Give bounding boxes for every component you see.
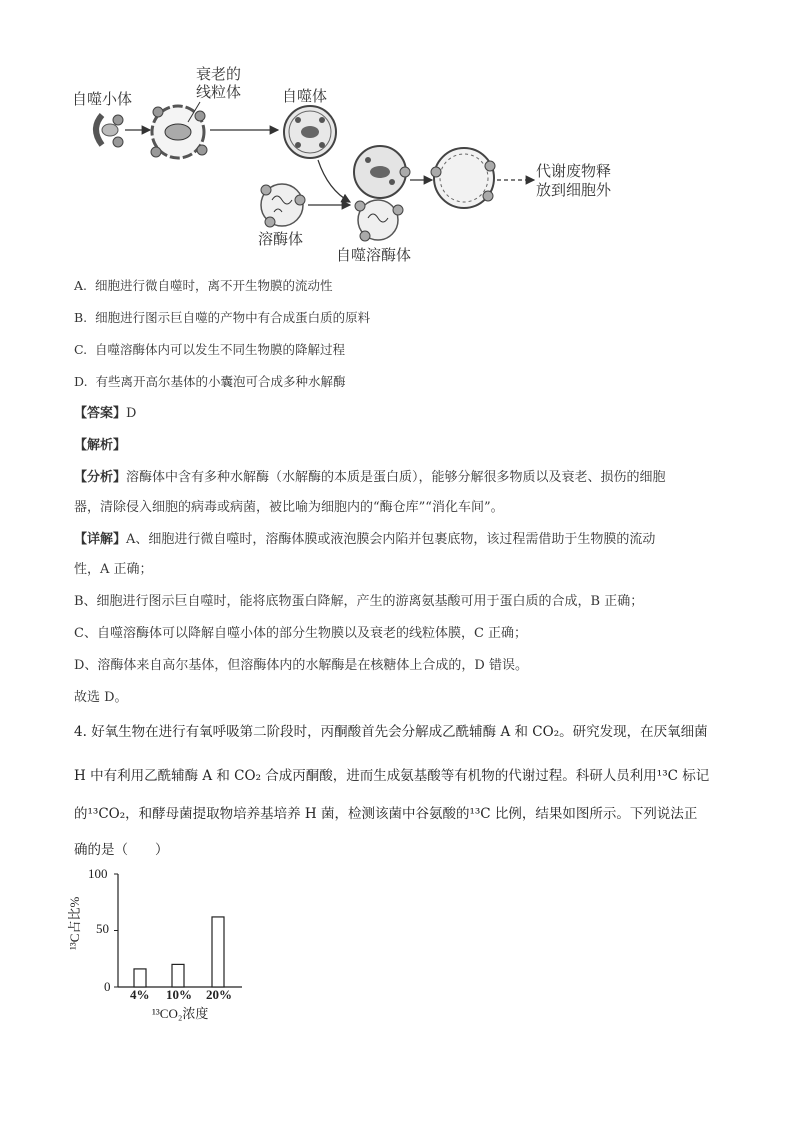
analysis-text1: 溶酶体中含有多种水解酶（水解酶的本质是蛋白质），能够分解很多物质以及衰老、损伤的细胞 (126, 470, 666, 485)
detail-line-b: B、细胞进行图示巨自噬时，能将底物蛋白降解，产生的游离氨基酸可用于蛋白质的合成，B 正确； (74, 594, 644, 609)
detail-a1-text: A、细胞进行微自噬时，溶酶体膜或液泡膜会内陷并包裹底物，该过程需借助于生物膜的流动 (126, 532, 656, 547)
y-axis-label: ¹³C占比% (67, 896, 82, 950)
label-autolysosome: 自噬溶酶体 (336, 246, 412, 264)
question4-line1 (74, 720, 708, 740)
bar-4pct (134, 969, 146, 987)
detail-tag: 【详解】 (74, 532, 127, 547)
x-tick-20pct: 20% (206, 987, 232, 1002)
answer-value: D (126, 406, 137, 421)
option-a[interactable] (74, 276, 332, 294)
bar-20pct (212, 917, 224, 987)
digested-cell-graphic (431, 148, 495, 208)
label-release-line2: 放到细胞外 (536, 181, 612, 199)
analysis-tag: 【分析】 (74, 470, 127, 485)
y-tick-50: 50 (96, 921, 109, 936)
x-tick-4pct: 4% (130, 987, 150, 1002)
y-tick-0: 0 (104, 979, 111, 994)
engulfing-cell-graphic (151, 102, 207, 158)
option-d-letter: D. (74, 374, 88, 389)
question4-text1: 好氧生物在进行有氧呼吸第二阶段时，丙酮酸首先会分解成乙酰辅酶 A 和 CO₂。研究发现，在厌氧细菌 (91, 724, 708, 740)
detail-line-a2: 性，A 正确； (74, 562, 153, 577)
option-d[interactable] (74, 372, 346, 390)
option-b-text: 细胞进行图示巨自噬的产物中有合成蛋白质的原料 (95, 310, 371, 325)
autophagy-diagram (60, 60, 660, 270)
lysosome-graphic (261, 184, 305, 227)
question4-line3: 的¹³CO₂，和酵母菌提取物培养基培养 H 菌，检测该菌中谷氨酸的¹³C 比例，结果如图所示。下列说法正 (74, 806, 698, 822)
x-tick-10pct: 10% (166, 987, 192, 1002)
analysis-line2: 器，清除侵入细胞的病毒或病菌，被比喻为细胞内的“酶仓库”“消化车间”。 (74, 500, 504, 515)
option-b-letter: B. (74, 310, 88, 325)
bar-10pct (172, 964, 184, 987)
question4-line2: H 中有利用乙酰辅酶 A 和 CO₂ 合成丙酮酸，进而生成氨基酸等有机物的代谢过程。科研人员利用¹³C 标记 (74, 768, 710, 784)
detail-line-c: C、自噬溶酶体可以降解自噬小体的部分生物膜以及衰老的线粒体膜，C 正确； (74, 626, 528, 641)
autolysosome-lower-graphic (355, 200, 403, 241)
option-d-text: 有些离开高尔基体的小囊泡可合成多种水解酶 (95, 374, 346, 389)
option-a-text: 细胞进行微自噬时，离不开生物膜的流动性 (94, 278, 333, 293)
question4-number: 4. (74, 724, 87, 740)
autophagosome-graphic (284, 106, 336, 158)
option-c-text: 自噬溶酶体内可以发生不同生物膜的降解过程 (95, 342, 346, 357)
label-release-line1: 代谢废物释 (536, 162, 612, 180)
label-lysosome: 溶酶体 (258, 230, 304, 248)
detail-line-d: D、溶酶体来自高尔基体，但溶酶体内的水解酶是在核糖体上合成的，D 错误。 (74, 658, 528, 673)
x-axis-label: ¹³CO₂浓度 (152, 1006, 209, 1021)
analysis-line1 (74, 466, 666, 485)
label-aging-mitochondria-line1: 衰老的 (196, 65, 242, 83)
label-autophagosome: 自噬体 (282, 87, 328, 105)
y-tick-100: 100 (88, 866, 108, 881)
label-small-autophagosome: 自噬小体 (72, 90, 133, 108)
label-aging-mitochondria-line2: 线粒体 (196, 83, 242, 101)
answer-line (74, 402, 136, 421)
autolysosome-upper-graphic (354, 146, 410, 198)
option-b[interactable] (74, 308, 370, 326)
c13-ratio-bar-chart (67, 862, 270, 1032)
option-a-letter: A. (74, 278, 88, 293)
option-c[interactable] (74, 340, 345, 358)
small-autophagosome-graphic (96, 115, 123, 147)
question4-line4: 确的是（ ） (74, 842, 169, 858)
analysis-heading: 【解析】 (74, 438, 127, 453)
conclusion-line: 故选 D。 (74, 690, 128, 705)
option-c-letter: C. (74, 342, 88, 357)
detail-line-a1 (74, 528, 655, 547)
answer-tag: 【答案】 (74, 406, 127, 421)
